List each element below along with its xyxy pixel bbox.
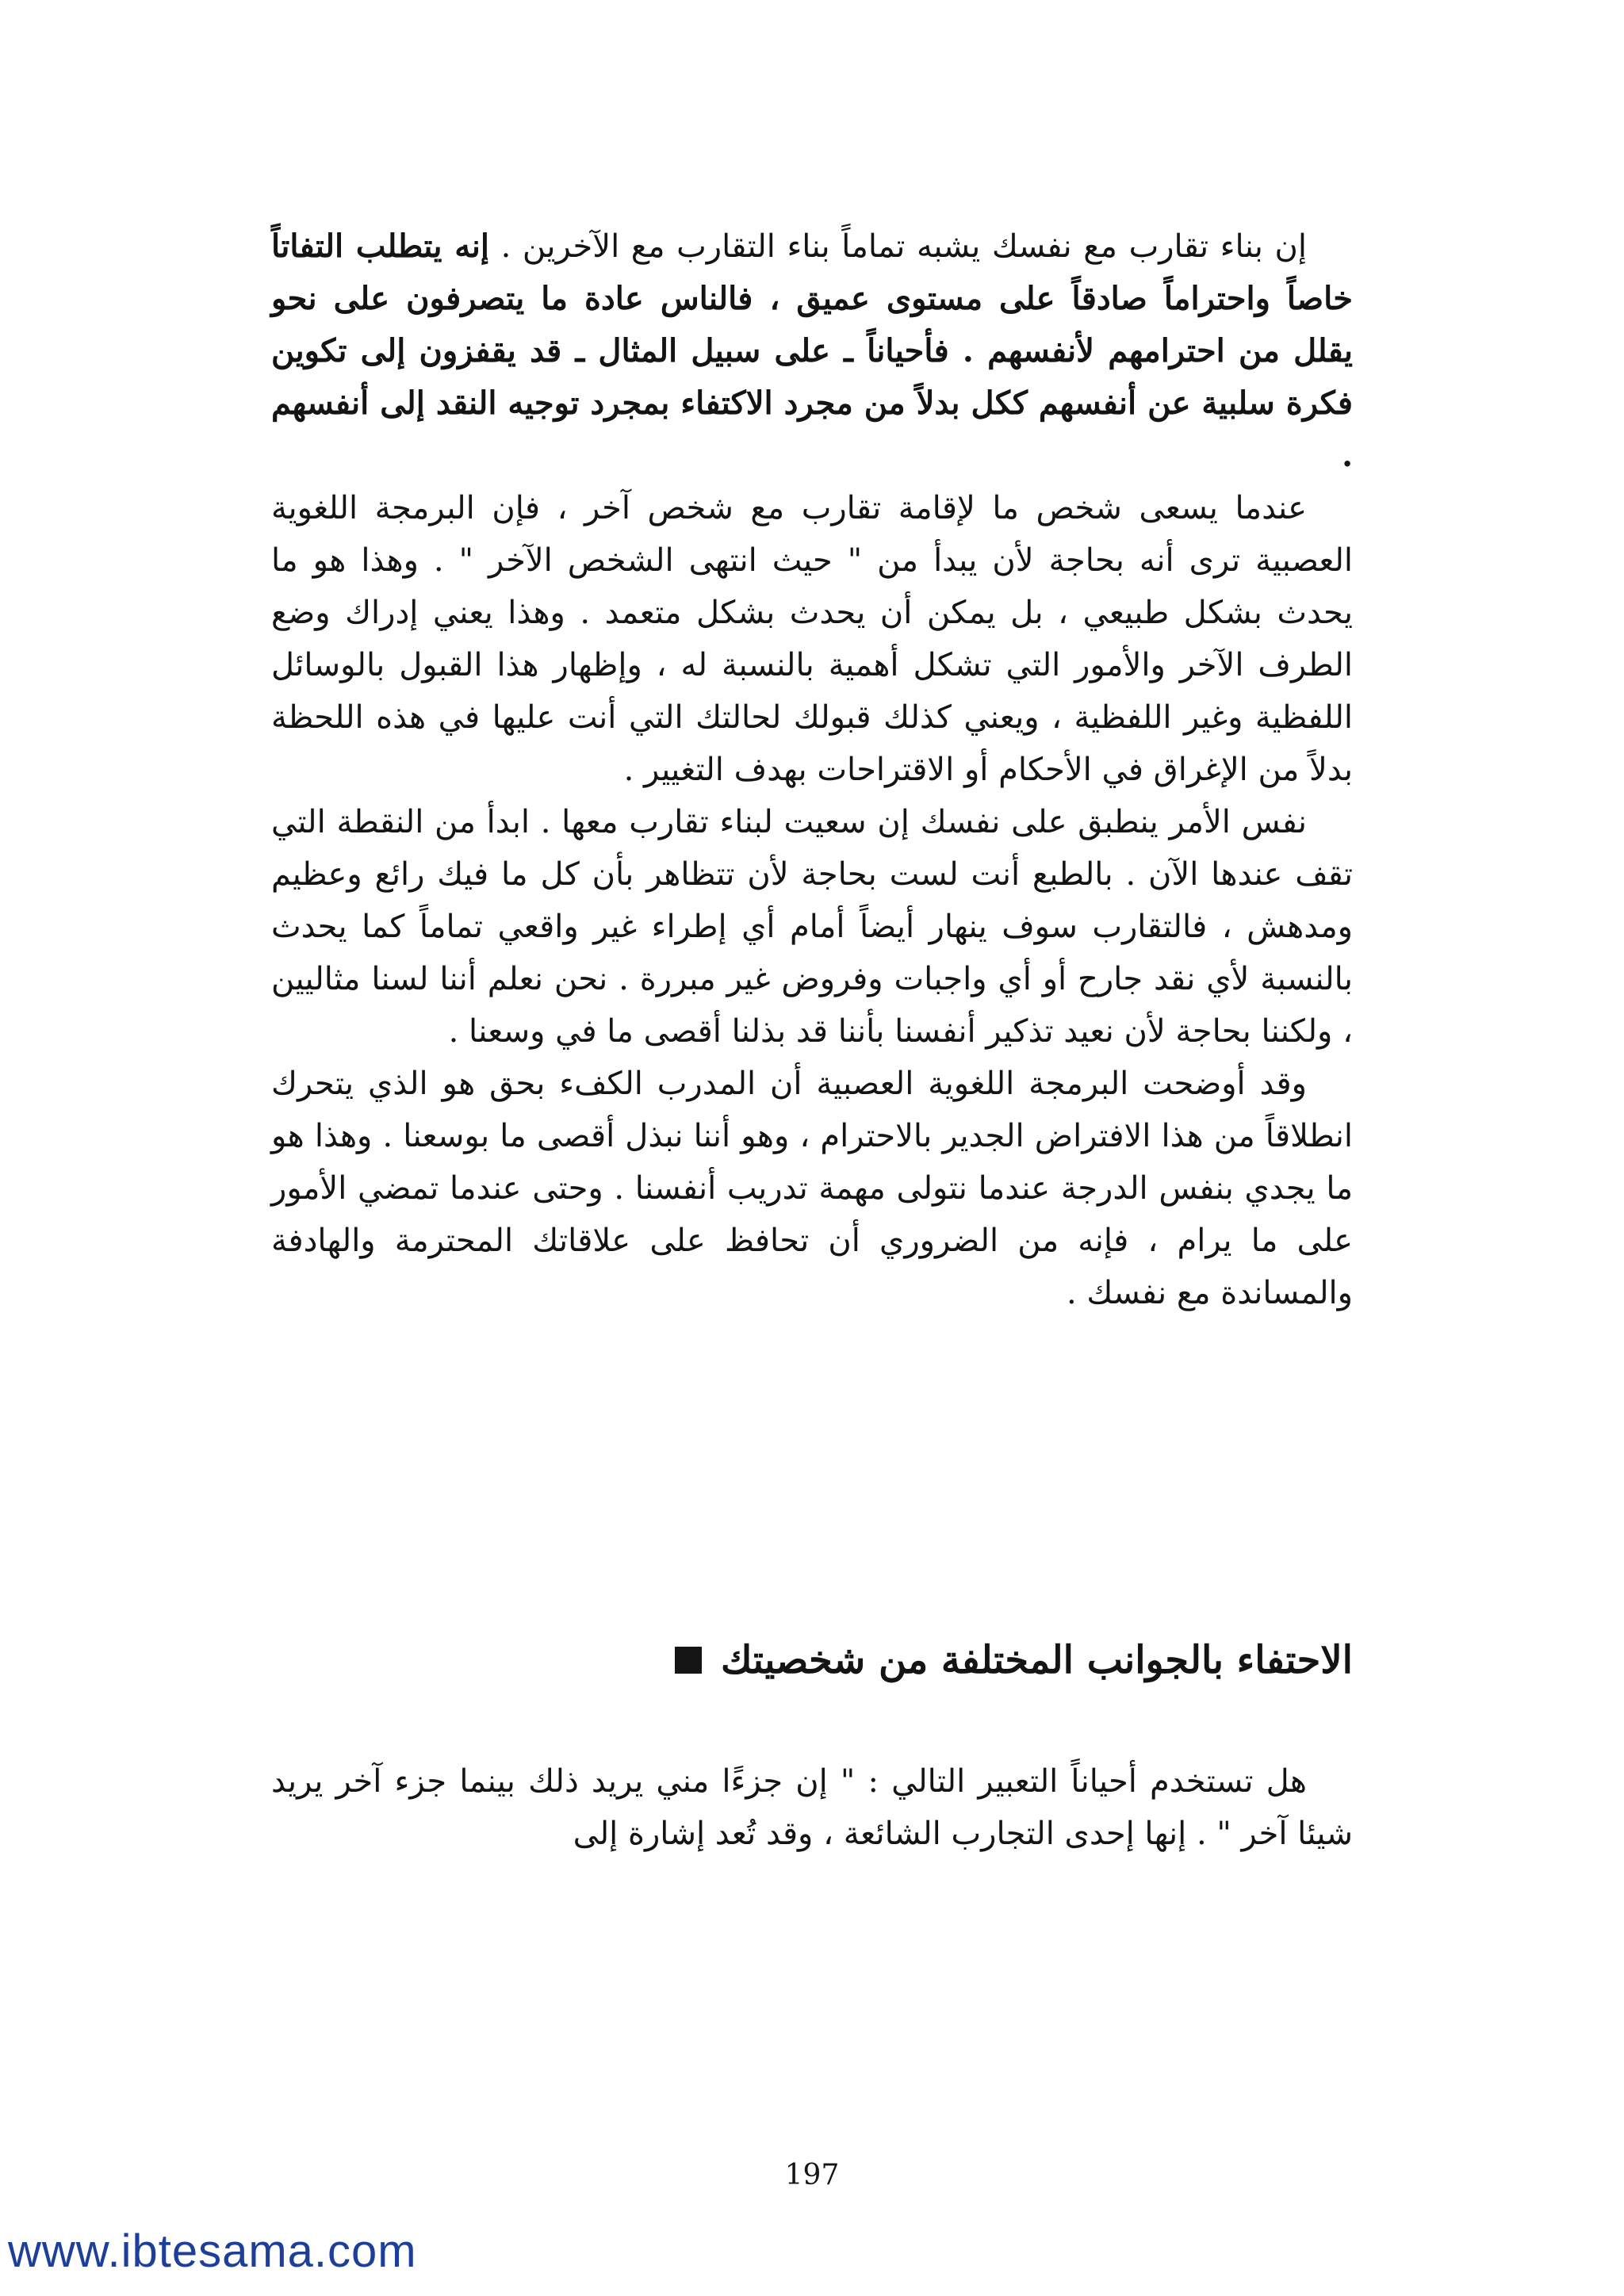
section-paragraph: هل تستخدم أحياناً التعبير التالي : " إن جزءًا مني يريد ذلك بينما جزء آخر يريد شيئا آخر " . إنها إحدى التجارب الشائعة ، وقد تُعد إشارة إلى — [271, 1763, 1353, 1852]
paragraph-3: نفس الأمر ينطبق على نفسك إن سعيت لبناء تقارب معها . ابدأ من النقطة التي تقف عندها الآن . بالطبع أنت لست بحاجة لأن تتظاهر بأن كل ما فيك رائع وعظيم ومدهش ، فالتقارب سوف ينهار أيضاً أمام أي إطراء غير واقعي تماماً كما يحدث بالنسبة لأي نقد جارح أو أي واجبات وفروض غير مبررة . نحن نعلم أننا لسنا مثاليين ، ولكننا بحاجة لأن نعيد تذكير أنفسنا بأننا قد بذلنا أقصى ما في وسعنا . — [271, 804, 1353, 1050]
watermark-url: www.ibtesama.com — [8, 2225, 417, 2277]
square-bullet-icon — [675, 1647, 702, 1674]
page-number: 197 — [784, 2159, 840, 2191]
paragraph-2: عندما يسعى شخص ما لإقامة تقارب مع شخص آخر ، فإن البرمجة اللغوية العصبية ترى أنه بحاجة لأن يبدأ من " حيث انتهى الشخص الآخر " . وهذا هو ما يحدث بشكل طبيعي ، بل يمكن أن يحدث بشكل متعمد . وهذا يعني إدراك وضع الطرف الآخر والأمور التي تشكل أهمية بالنسبة له ، وإظهار هذا القبول بالوسائل اللفظية وغير اللفظية ، ويعني كذلك قبولك لحالتك التي أنت عليها في هذه اللحظة بدلاً من الإغراق في الأحكام أو الاقتراحات بهدف التغيير . — [271, 490, 1353, 788]
paragraph-1-emphasis: إنه يتطلب التفاتاً خاصاً واحتراماً صادقاً على مستوى عميق ، فالناس عادة ما يتصرفون على نحو يقلل من احترامهم لأنفسهم . فأحياناً ـ على سبيل المثال ـ قد يقفزون إلى تكوين فكرة سلبية عن أنفسهم ككل بدلاً من مجرد الاكتفاء بمجرد توجيه النقد إلى أنفسهم . — [271, 228, 1353, 474]
section-body — [271, 1755, 1353, 1860]
paragraph-4: وقد أوضحت البرمجة اللغوية العصبية أن المدرب الكفء بحق هو الذي يتحرك انطلاقاً من هذا الافتراض الجدير بالاحترام ، وهو أننا نبذل أقصى ما بوسعنا . وهذا هو ما يجدي بنفس الدرجة عندما نتولى مهمة تدريب أنفسنا . وحتى عندما تمضي الأمور على ما يرام ، فإنه من الضروري أن تحافظ على علاقاتك المحترمة والهادفة والمساندة مع نفسك . — [271, 1066, 1353, 1311]
paragraph-1 — [271, 220, 1353, 482]
paragraph-1-lead: إن بناء تقارب مع نفسك يشبه تماماً بناء التقارب مع الآخرين . — [488, 228, 1307, 265]
body-text — [271, 220, 1353, 1319]
section-heading: الاحتفاء بالجوانب المختلفة من شخصيتك — [721, 1638, 1353, 1682]
section-heading-row — [675, 1635, 1353, 1686]
